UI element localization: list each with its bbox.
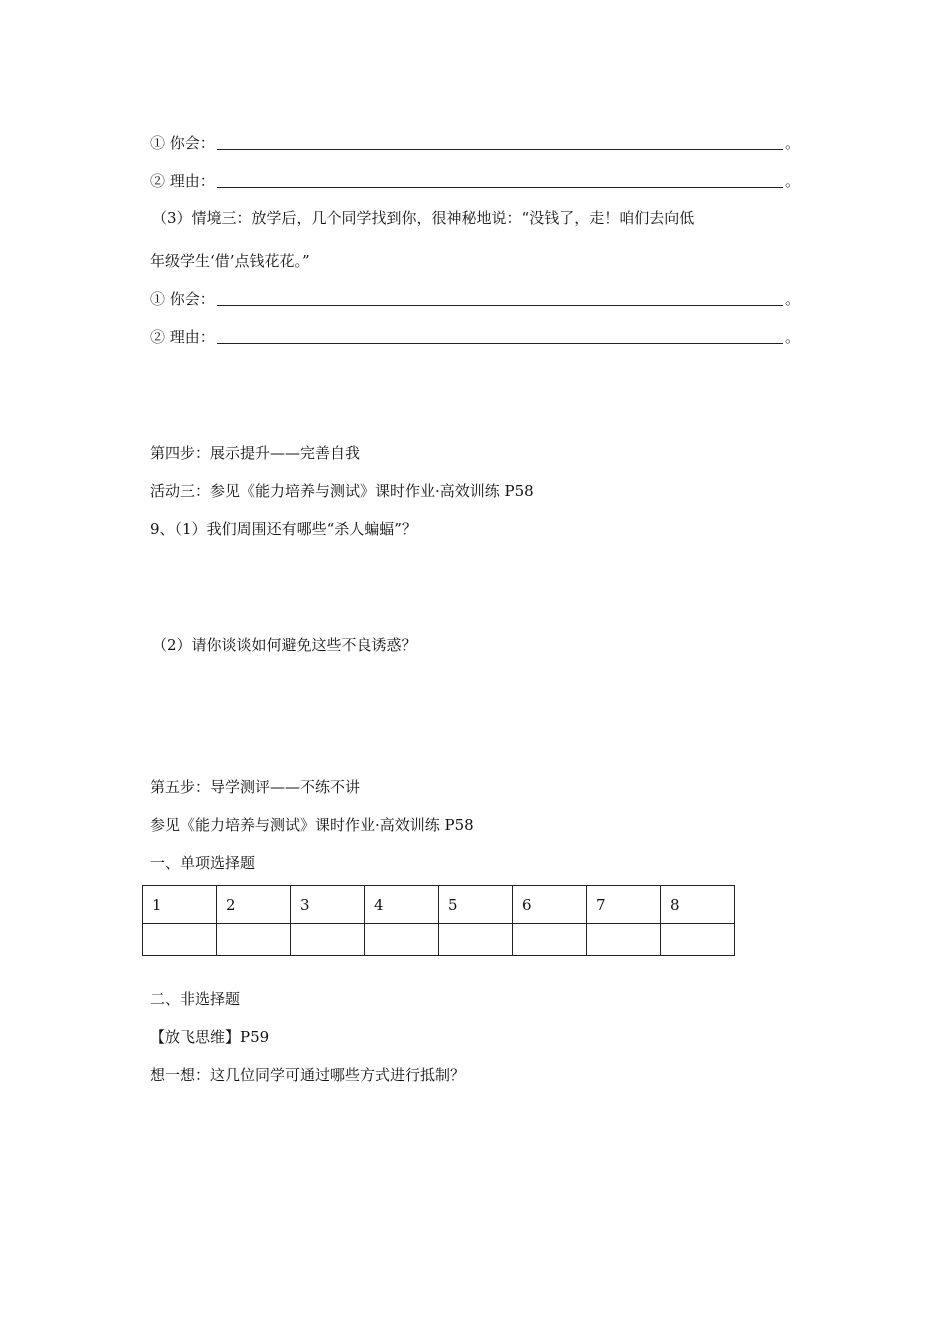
answer-cell[interactable] xyxy=(365,924,439,956)
question-9-2: （2）请你谈谈如何避免这些不良诱惑？ xyxy=(152,636,417,654)
answer-line-you-2 xyxy=(150,133,800,153)
think-question: 想一想：这几位同学可通过哪些方式进行抵制？ xyxy=(150,1066,466,1084)
answer-table xyxy=(142,885,735,956)
answer-cell[interactable] xyxy=(291,924,365,956)
answer-blank[interactable] xyxy=(217,343,783,344)
step5-reference: 参见《能力培养与测试》课时作业·高效训练 P58 xyxy=(150,816,474,834)
end-mark: 。 xyxy=(784,290,800,308)
end-mark: 。 xyxy=(784,328,800,346)
table-header-cell: 7 xyxy=(587,886,661,924)
section-non-choice: 二、非选择题 xyxy=(150,990,241,1008)
reason-label: ② 理由： xyxy=(150,328,215,346)
table-header-cell: 3 xyxy=(291,886,365,924)
answer-cell[interactable] xyxy=(217,924,291,956)
answer-cell[interactable] xyxy=(513,924,587,956)
step4-title: 第四步：展示提升——完善自我 xyxy=(150,444,361,462)
table-header-cell: 6 xyxy=(513,886,587,924)
table-answer-row xyxy=(143,924,735,956)
step4-activity: 活动三：参见《能力培养与测试》课时作业·高效训练 P58 xyxy=(150,482,534,500)
answer-line-reason-3 xyxy=(150,327,800,347)
end-mark: 。 xyxy=(784,172,800,190)
answer-line-you-3 xyxy=(150,289,800,309)
table-header-cell: 2 xyxy=(217,886,291,924)
answer-blank[interactable] xyxy=(217,149,783,150)
answer-cell[interactable] xyxy=(143,924,217,956)
answer-line-reason-2 xyxy=(150,171,800,191)
table-header-cell: 8 xyxy=(661,886,735,924)
table-header-cell: 1 xyxy=(143,886,217,924)
bracket-title: 【放飞思维】P59 xyxy=(150,1028,270,1046)
answer-cell[interactable] xyxy=(587,924,661,956)
table-header-row xyxy=(143,886,735,924)
end-mark: 。 xyxy=(784,134,800,152)
question-9-1: 9、（1）我们周围还有哪些“杀人蝙蝠”？ xyxy=(150,520,417,538)
answer-blank[interactable] xyxy=(217,187,783,188)
table-header-cell: 5 xyxy=(439,886,513,924)
you-label: ① 你会： xyxy=(150,134,215,152)
section-single-choice: 一、单项选择题 xyxy=(150,854,256,872)
answer-cell[interactable] xyxy=(439,924,513,956)
table-header-cell: 4 xyxy=(365,886,439,924)
scenario3-text-line1: （3）情境三：放学后，几个同学找到你，很神秘地说：“没钱了，走！咱们去向低 xyxy=(152,209,695,227)
you-label: ① 你会： xyxy=(150,290,215,308)
answer-blank[interactable] xyxy=(217,305,783,306)
scenario3-text-line2: 年级学生‘借’点钱花花。” xyxy=(150,252,310,270)
step5-title: 第五步：导学测评——不练不讲 xyxy=(150,778,361,796)
reason-label: ② 理由： xyxy=(150,172,215,190)
answer-cell[interactable] xyxy=(661,924,735,956)
